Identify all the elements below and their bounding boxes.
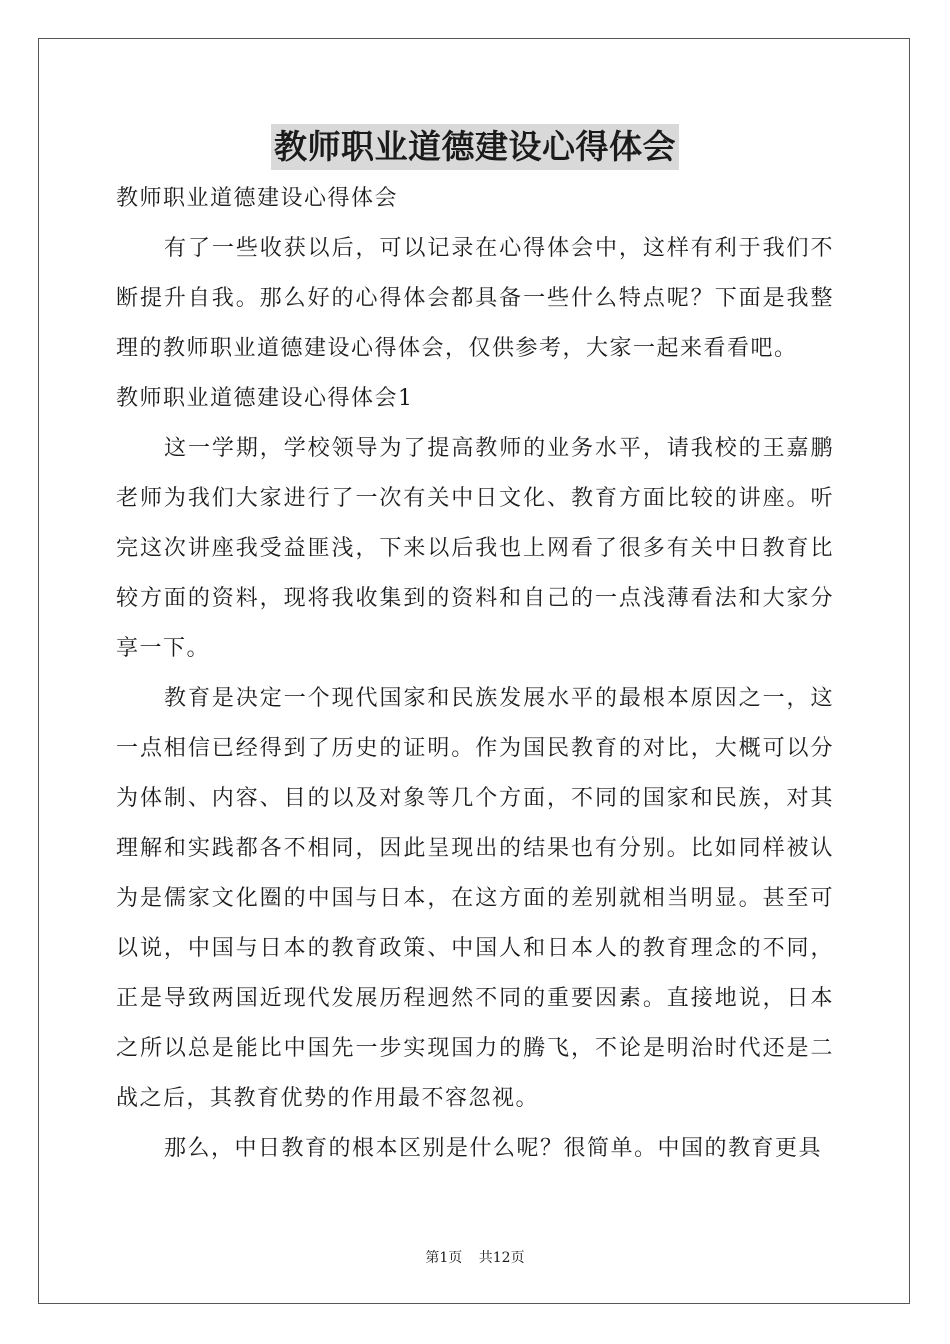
section-heading: 教师职业道德建设心得体会1 (116, 386, 414, 411)
section-heading: 教师职业道德建设心得体会 (116, 186, 399, 211)
document-body (116, 174, 834, 1174)
document-title: 教师职业道德建设心得体会 (271, 124, 679, 170)
body-paragraph: 这一学期，学校领导为了提高教师的业务水平，请我校的王嘉鹏老师为我们大家进行了一次有关中日文化、教育方面比较的讲座。听完这次讲座我受益匪浅，下来以后我也上网看了很多有关中日教育比较方面的资料，现将我收集到的资料和自己的一点浅薄看法和大家分享一下。 (116, 436, 834, 661)
body-paragraph: 那么，中日教育的根本区别是什么呢？很简单。中国的教育更具 (164, 1136, 823, 1161)
title-container (0, 124, 950, 170)
page-total: 共12页 (478, 1250, 525, 1266)
body-paragraph: 有了一些收获以后，可以记录在心得体会中，这样有利于我们不断提升自我。那么好的心得体会都具备一些什么特点呢？下面是我整理的教师职业道德建设心得体会，仅供参考，大家一起来看看吧。 (116, 236, 834, 361)
page-footer (0, 1248, 950, 1268)
page-number: 第1页 (425, 1250, 463, 1266)
body-paragraph: 教育是决定一个现代国家和民族发展水平的最根本原因之一，这一点相信已经得到了历史的证明。作为国民教育的对比，大概可以分为体制、内容、目的以及对象等几个方面，不同的国家和民族，对其理解和实践都各不相同，因此呈现出的结果也有分别。比如同样被认为是儒家文化圈的中国与日本，在这方面的差别就相当明显。甚至可以说，中国与日本的教育政策、中国人和日本人的教育理念的不同，正是导致两国近现代发展历程迥然不同的重要因素。直接地说，日本之所以总是能比中国先一步实现国力的腾飞，不论是明治时代还是二战之后，其教育优势的作用最不容忽视。 (116, 686, 834, 1111)
